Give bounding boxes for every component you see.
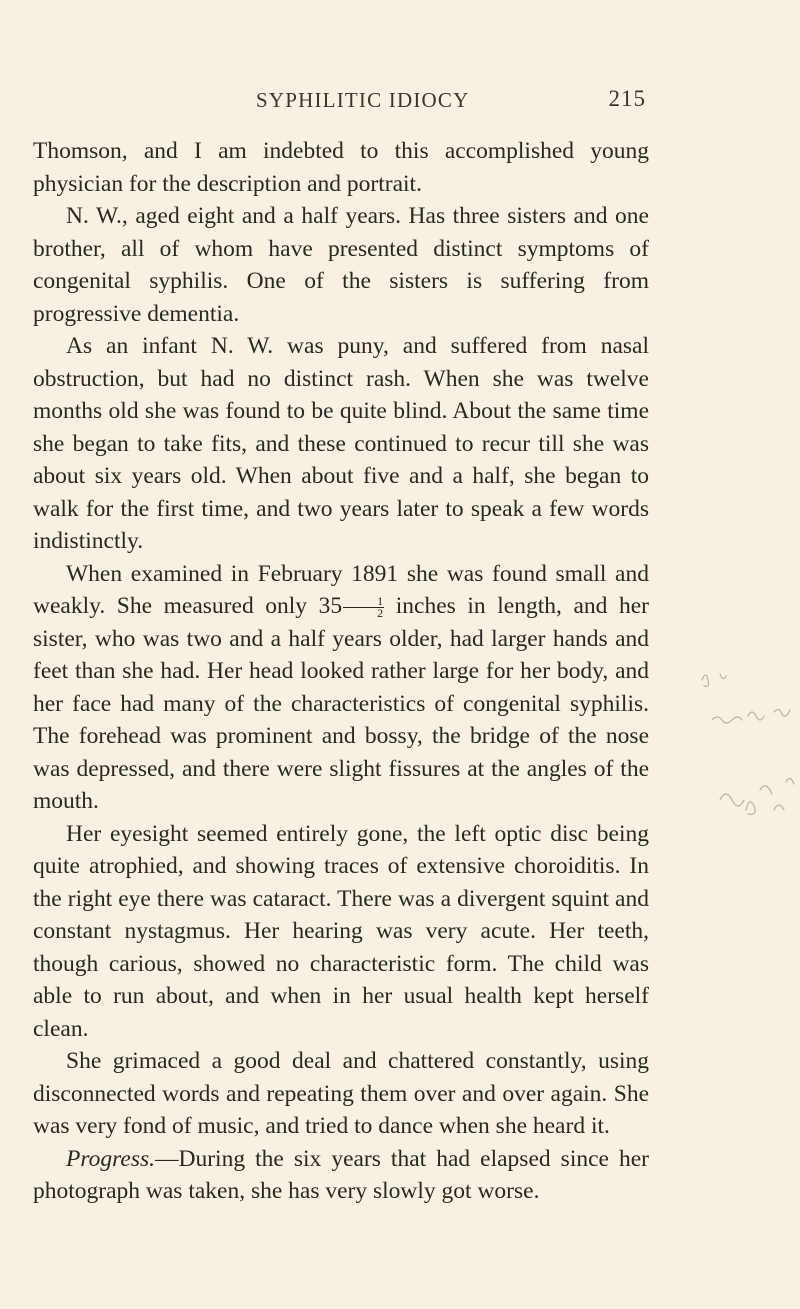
paragraph-continuation: Thomson, and I am indebted to this accomplished young physician for the description and portrait. (33, 138, 649, 197)
fraction-half (343, 596, 384, 619)
progress-label: Progress. (66, 1145, 155, 1172)
fraction-numerator: 1 (343, 596, 384, 608)
progress-text: —During the six years that had elapsed since her photograph was taken, she has very slowly got worse. (33, 1145, 649, 1204)
paragraph-case-intro: N. W., aged eight and a half years. Has three sisters and one brother, all of whom have presented distinct symptoms of congenital syphilis. One of the sisters is suffering from progressive dementia. (33, 203, 649, 327)
paragraph-behaviour: She grimaced a good deal and chattered constantly, using disconnected words and repeating them over and over again. She was very fond of music, and tried to dance when she heard it. (33, 1048, 649, 1139)
running-head: SYPHILITIC IDIOCY (256, 88, 470, 112)
paragraph-infancy: As an infant N. W. was puny, and suffered from nasal obstruction, but had no distinct rash. When she was twelve months old she was found to be quite blind. About the same time she began to take fits, and these continued to recur till she was about six years old. When about five and a half, she began to walk for the first time, and two years later to speak a few words indistinctly. (33, 333, 649, 554)
fraction-denominator: 2 (377, 606, 384, 621)
examination-text-start: When examined in February 1891 she was found small and weakly. She measured only 35 (33, 560, 649, 619)
page-number: 215 (608, 86, 646, 111)
body-text (33, 135, 649, 1208)
paragraph-progress (33, 1143, 649, 1208)
paragraph-examination (33, 558, 649, 818)
examination-text-end: inches in length, and her sister, who was two and a half years older, had larger hands and feet than she had. Her head looked rather large for her body, and her face had many of the characteristics of congenital syphilis. The forehead was prominent and bossy, the bridge of the nose was depressed, and there were slight fissures at the angles of the mouth. (33, 593, 649, 814)
faint-marginalia (690, 660, 800, 820)
paragraph-eyesight: Her eyesight seemed entirely gone, the left optic disc being quite atrophied, and showing traces of extensive choroiditis. In the right eye there was cataract. There was a divergent squint and constant nystagmus. Her hearing was very acute. Her teeth, though carious, showed no characteristic form. The child was able to run about, and when in her usual health kept herself clean. (33, 820, 649, 1042)
